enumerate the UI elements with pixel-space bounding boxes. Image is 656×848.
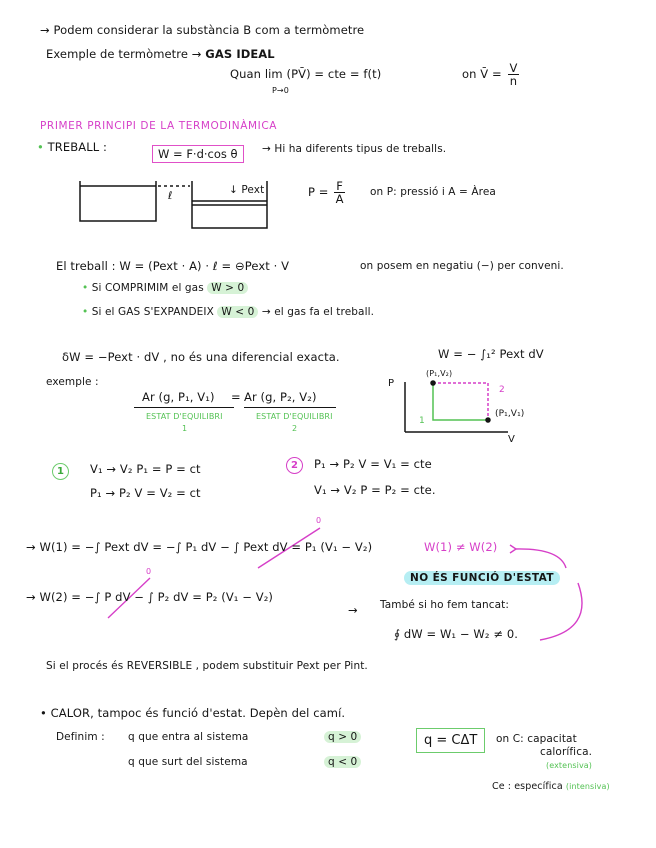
state2-label: ESTAT D'EQUILIBRI	[256, 412, 333, 421]
state1-label: ESTAT D'EQUILIBRI	[146, 412, 223, 421]
state2-expr: Ar (g, P₂, V₂)	[244, 390, 317, 404]
path1-circle: 1	[52, 463, 69, 480]
definim-label: Definim :	[56, 731, 105, 743]
reversible-line: Si el procés és REVERSIBLE , podem substituir Pext per Pint.	[46, 660, 368, 672]
vbar-def	[462, 62, 521, 87]
expand-line	[82, 305, 374, 320]
q-in-tag	[324, 730, 361, 745]
pv-top-point: (P₁,V₂)	[426, 369, 453, 378]
path2-line2: V₁ → V₂ P = P₂ = cte.	[314, 483, 436, 497]
w1-zero: 0	[316, 516, 322, 525]
pv-right-point: (P₁,V₁)	[495, 409, 525, 419]
closed-arrow: →	[348, 603, 358, 617]
heat-formula-box: q = CΔT	[416, 728, 485, 753]
compress-text: Si COMPRIMIM el gas	[91, 282, 204, 294]
path2-line1: P₁ → P₂ V = V₁ = cte	[314, 457, 432, 471]
path2-num	[286, 457, 303, 474]
piston-pext: ↓ Pext	[229, 184, 265, 196]
specific-label: Ce : específica	[492, 781, 563, 792]
vbar-prefix: on V̄ =	[462, 67, 502, 81]
state2-underline	[244, 407, 336, 408]
heading-first-law: PRIMER PRINCIPI DE LA TERMODINÀMICA	[40, 120, 278, 132]
diff-integral: W = − ∫₁² Pext dV	[438, 347, 544, 361]
pressure-den: A	[335, 192, 344, 206]
example-line	[46, 47, 275, 62]
exemple-label: exemple :	[46, 376, 99, 388]
treball-note: → Hi ha diferents tipus de treballs.	[262, 143, 447, 155]
expand-text: Si el GAS S'EXPANDEIX	[91, 306, 214, 318]
capacity-note: on C: capacitat	[496, 733, 577, 745]
expand-tag: W < 0	[217, 306, 258, 318]
example-gas: GAS IDEAL	[205, 47, 275, 61]
not-state-highlight: NO ÉS FUNCIÓ D'ESTAT	[404, 571, 560, 585]
limit-line: Quan lim (PV̄) = cte = f(t)	[230, 67, 382, 81]
not-state-function	[404, 571, 560, 586]
treball-label	[37, 140, 107, 155]
path1-num	[52, 463, 69, 480]
compress-tag: W > 0	[207, 282, 248, 294]
bullet-icon: •	[37, 140, 44, 154]
q-out-tag	[324, 755, 361, 770]
path1-line2: P₁ → P₂ V = V₂ = ct	[90, 486, 201, 500]
work-formula-box: W = F·d·cos θ	[152, 145, 244, 163]
compress-line	[82, 281, 248, 296]
path2-circle: 2	[286, 457, 303, 474]
vbar-den: n	[509, 74, 518, 88]
pressure-def	[308, 180, 347, 205]
bullet-icon: •	[82, 306, 89, 318]
state-eq: =	[231, 390, 241, 404]
intro-line: → Podem considerar la substància B com a termòmetre	[40, 23, 365, 37]
pv-y-label: P	[388, 378, 395, 389]
w2-zero: 0	[146, 567, 152, 576]
q-out-line: q que surt del sistema	[128, 756, 248, 768]
w-inequality: W(1) ≠ W(2)	[424, 540, 498, 554]
pink-arrows	[510, 545, 582, 640]
pressure-prefix: P =	[308, 185, 329, 199]
treball-text: TREBALL :	[47, 140, 107, 154]
cyclic-integral: ∮ dW = W₁ − W₂ ≠ 0.	[394, 627, 518, 641]
intensiva-label: (intensiva)	[565, 782, 610, 791]
q-in-line: q que entra al sistema	[128, 731, 249, 743]
calor-line: • CALOR, tampoc és funció d'estat. Depèn del camí.	[40, 706, 346, 720]
path1-line1: V₁ → V₂ P₁ = P = ct	[90, 462, 201, 476]
q-in-highlight: q > 0	[324, 731, 361, 743]
state1-expr: Ar (g, P₁, V₁)	[142, 390, 215, 404]
pv-path1-label: 1	[419, 416, 425, 426]
extensiva-label: (extensiva)	[546, 761, 593, 770]
pressure-num: F	[336, 179, 344, 193]
pv-path2-label: 2	[499, 385, 505, 395]
example-prefix: Exemple de termòmetre →	[46, 47, 202, 61]
pv-x-label: V	[508, 434, 515, 445]
state1-underline	[134, 407, 234, 408]
expand-post: → el gas fa el treball.	[261, 306, 375, 318]
work-def-note: on posem en negatiu (−) per conveni.	[360, 260, 564, 272]
specific-line	[492, 779, 610, 794]
w1-calc: → W(1) = −∫ Pext dV = −∫ P₁ dV − ∫ Pext dV = P₁ (V₁ − V₂)	[26, 540, 373, 554]
state2-num: 2	[292, 424, 298, 433]
diff-line: δW = −Pext · dV , no és una diferencial exacta.	[62, 350, 340, 364]
work-def-line: El treball : W = (Pext · A) · ℓ = ⊖Pext · V	[56, 259, 290, 273]
bullet-icon: •	[82, 282, 89, 294]
limit-sub: P→0	[272, 86, 289, 95]
q-out-highlight: q < 0	[324, 756, 361, 768]
closed-note: També si ho fem tancat:	[380, 599, 510, 611]
pressure-note: on P: pressió i A = Àrea	[370, 186, 496, 198]
capacity-note2: calorífica.	[540, 746, 593, 758]
state1-num: 1	[182, 424, 188, 433]
piston-l: ℓ	[168, 190, 173, 202]
w2-calc: → W(2) = −∫ P dV − ∫ P₂ dV = P₂ (V₁ − V₂)	[26, 590, 274, 604]
vbar-num: V	[509, 61, 518, 75]
